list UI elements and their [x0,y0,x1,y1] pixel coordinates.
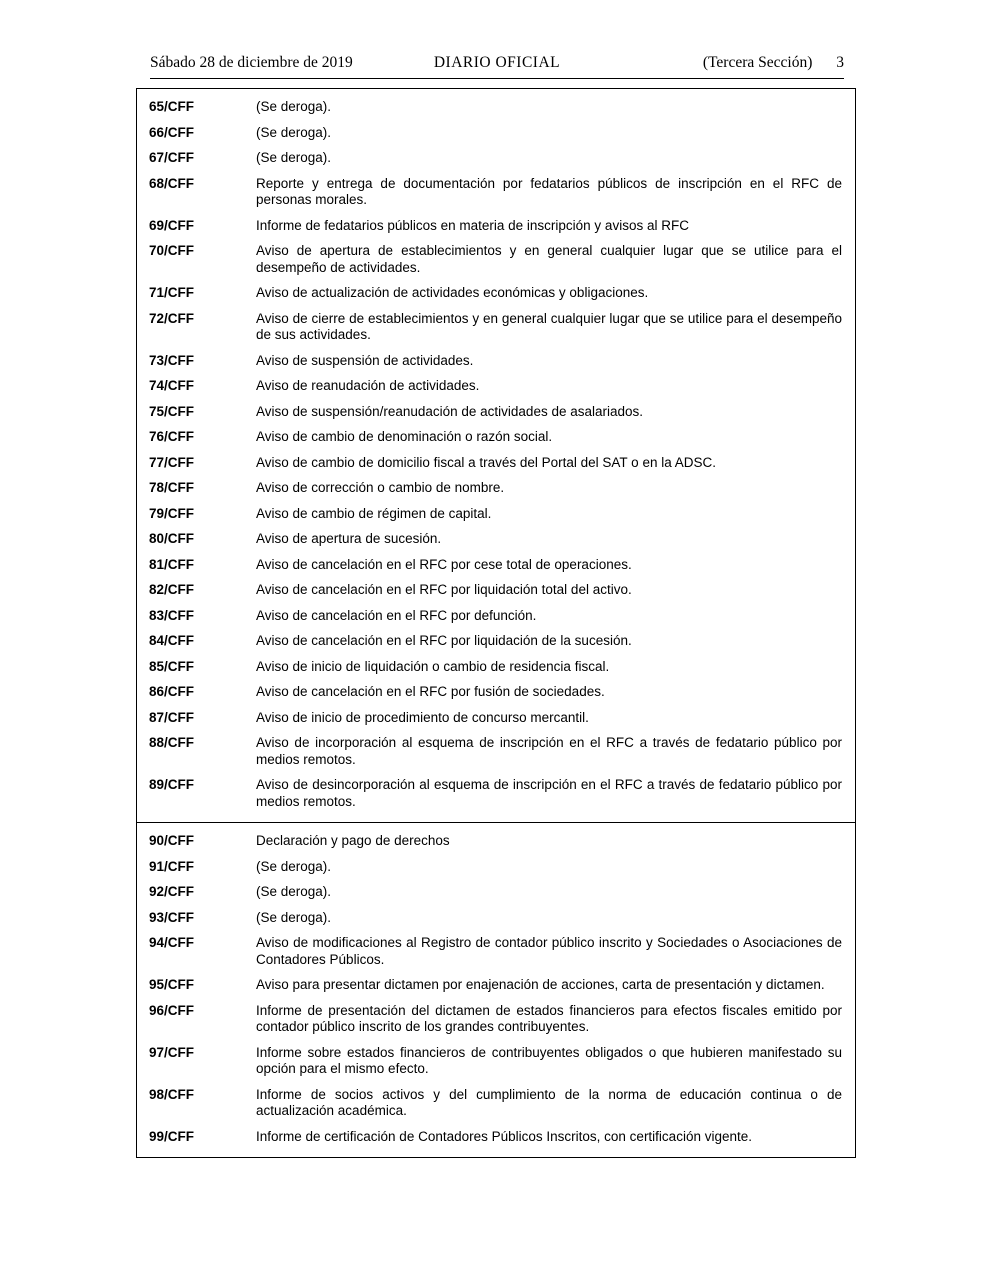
table-row [137,353,855,370]
row-text: Aviso de cierre de establecimientos y en general cualquier lugar que se utilice para el desempeño de sus actividades. [256,310,842,342]
row-code: 92/CFF [149,884,195,899]
row-text: Aviso de modificaciones al Registro de contador público inscrito y Sociedades o Asociaciones de Contadores Públicos. [256,935,842,967]
row-code: 66/CFF [149,124,195,140]
row-code: 77/CFF [149,454,195,470]
row-text: Reporte y entrega de documentación por fedatarios públicos de inscripción en el RFC de personas morales. [256,175,842,207]
row-code: 91/CFF [149,858,195,874]
table-row [137,633,855,650]
row-text: Informe sobre estados financieros de contribuyentes obligados o que hubieren manifestado su opción para el mismo efecto. [256,1044,842,1076]
row-text: Aviso de desincorporación al esquema de inscripción en el RFC a través de fedatario público por medios remotos. [256,777,842,809]
row-text: Aviso de cancelación en el RFC por liquidación de la sucesión. [256,633,632,648]
row-code: 74/CFF [149,378,195,393]
table-row [137,582,855,599]
table-row [137,480,855,497]
table-row [137,833,855,850]
row-code: 86/CFF [149,684,195,699]
table-row [137,1087,855,1120]
table-row [137,176,855,209]
row-text: Aviso para presentar dictamen por enajenación de acciones, carta de presentación y dictamen. [256,977,825,992]
table-section-cff-65-89 [137,89,855,822]
row-code: 65/CFF [149,99,195,114]
row-text: (Se deroga). [256,124,332,140]
row-text: Aviso de inicio de procedimiento de concurso mercantil. [256,709,589,725]
table-row [137,455,855,472]
row-code: 98/CFF [149,1086,195,1102]
table-row [137,99,855,116]
table-row [137,684,855,701]
table-row [137,557,855,574]
table-row [137,977,855,994]
table-row [137,1129,855,1146]
row-text: Aviso de suspensión de actividades. [256,352,474,368]
row-code: 82/CFF [149,582,195,597]
header-section: (Tercera Sección) [702,54,813,71]
table-row [137,735,855,768]
row-code: 87/CFF [149,709,195,725]
page-header [150,54,844,79]
table-row [137,608,855,625]
document-table [136,88,856,1158]
row-code: 67/CFF [149,150,195,165]
table-row [137,935,855,968]
table-row [137,218,855,235]
row-text: Aviso de cambio de denominación o razón social. [256,429,553,444]
row-text: (Se deroga). [256,909,332,925]
table-row [137,777,855,810]
row-code: 73/CFF [149,352,195,368]
row-code: 76/CFF [149,429,195,444]
row-code: 93/CFF [149,909,195,925]
table-row [137,1045,855,1078]
row-text: Aviso de cancelación en el RFC por liquidación total del activo. [256,582,632,597]
header-page-number: 3 [836,54,844,71]
header-section-page [599,54,844,72]
row-text: Aviso de apertura de establecimientos y en general cualquier lugar que se utilice para el desempeño de actividades. [256,243,842,275]
row-text: (Se deroga). [256,150,332,165]
row-code: 78/CFF [149,480,195,495]
row-code: 96/CFF [149,1002,195,1018]
row-code: 90/CFF [149,833,195,848]
row-text: (Se deroga). [256,99,332,114]
row-text: Aviso de cambio de régimen de capital. [256,505,492,521]
row-code: 88/CFF [149,735,195,750]
table-row [137,404,855,421]
row-code: 71/CFF [149,285,195,300]
row-code: 79/CFF [149,505,195,521]
row-text: Aviso de inicio de liquidación o cambio de residencia fiscal. [256,658,610,674]
table-section-cff-90-99 [137,822,855,1157]
row-code: 84/CFF [149,633,195,648]
table-row [137,125,855,142]
row-text: Aviso de actualización de actividades económicas y obligaciones. [256,285,649,300]
row-text: Aviso de cancelación en el RFC por cese total de operaciones. [256,556,632,572]
header-title: DIARIO OFICIAL [433,54,561,71]
row-code: 72/CFF [149,310,195,326]
row-code: 83/CFF [149,607,195,623]
row-text: Aviso de cambio de domicilio fiscal a través del Portal del SAT o en la ADSC. [256,454,716,470]
row-code: 75/CFF [149,403,195,419]
table-row [137,884,855,901]
row-text: Aviso de apertura de sucesión. [256,531,442,546]
row-code: 81/CFF [149,556,195,572]
row-text: (Se deroga). [256,884,332,899]
table-row [137,531,855,548]
table-row [137,429,855,446]
row-text: Declaración y pago de derechos [256,833,450,848]
row-code: 85/CFF [149,658,195,674]
table-row [137,378,855,395]
row-code: 70/CFF [149,243,195,258]
row-text: Informe de presentación del dictamen de estados financieros para efectos fiscales emitido por contador público inscrito de los grandes contribuyentes. [256,1002,842,1034]
row-code: 94/CFF [149,935,195,950]
row-code: 97/CFF [149,1044,195,1060]
table-row [137,243,855,276]
table-row [137,859,855,876]
table-row [137,311,855,344]
row-text: Informe de certificación de Contadores Públicos Inscritos, con certificación vigente. [256,1128,752,1144]
row-text: (Se deroga). [256,858,332,874]
table-row [137,285,855,302]
row-text: Aviso de incorporación al esquema de inscripción en el RFC a través de fedatario público por medios remotos. [256,735,842,767]
row-text: Aviso de suspensión/reanudación de actividades de asalariados. [256,403,644,419]
row-text: Aviso de corrección o cambio de nombre. [256,480,505,495]
row-text: Informe de socios activos y del cumplimiento de la norma de educación continua o de actualización académica. [256,1086,842,1118]
row-text: Aviso de cancelación en el RFC por fusión de sociedades. [256,684,605,699]
table-row [137,150,855,167]
row-code: 68/CFF [149,175,195,191]
table-row [137,506,855,523]
table-row [137,1003,855,1036]
table-row [137,910,855,927]
row-code: 89/CFF [149,777,195,792]
row-code: 80/CFF [149,531,195,546]
row-code: 99/CFF [149,1128,195,1144]
row-code: 69/CFF [149,217,195,233]
row-code: 95/CFF [149,977,195,992]
table-row [137,710,855,727]
header-date: Sábado 28 de diciembre de 2019 [150,54,353,71]
row-text: Aviso de reanudación de actividades. [256,378,480,393]
row-text: Informe de fedatarios públicos en materia de inscripción y avisos al RFC [256,217,689,233]
table-row [137,659,855,676]
row-text: Aviso de cancelación en el RFC por defunción. [256,607,537,623]
